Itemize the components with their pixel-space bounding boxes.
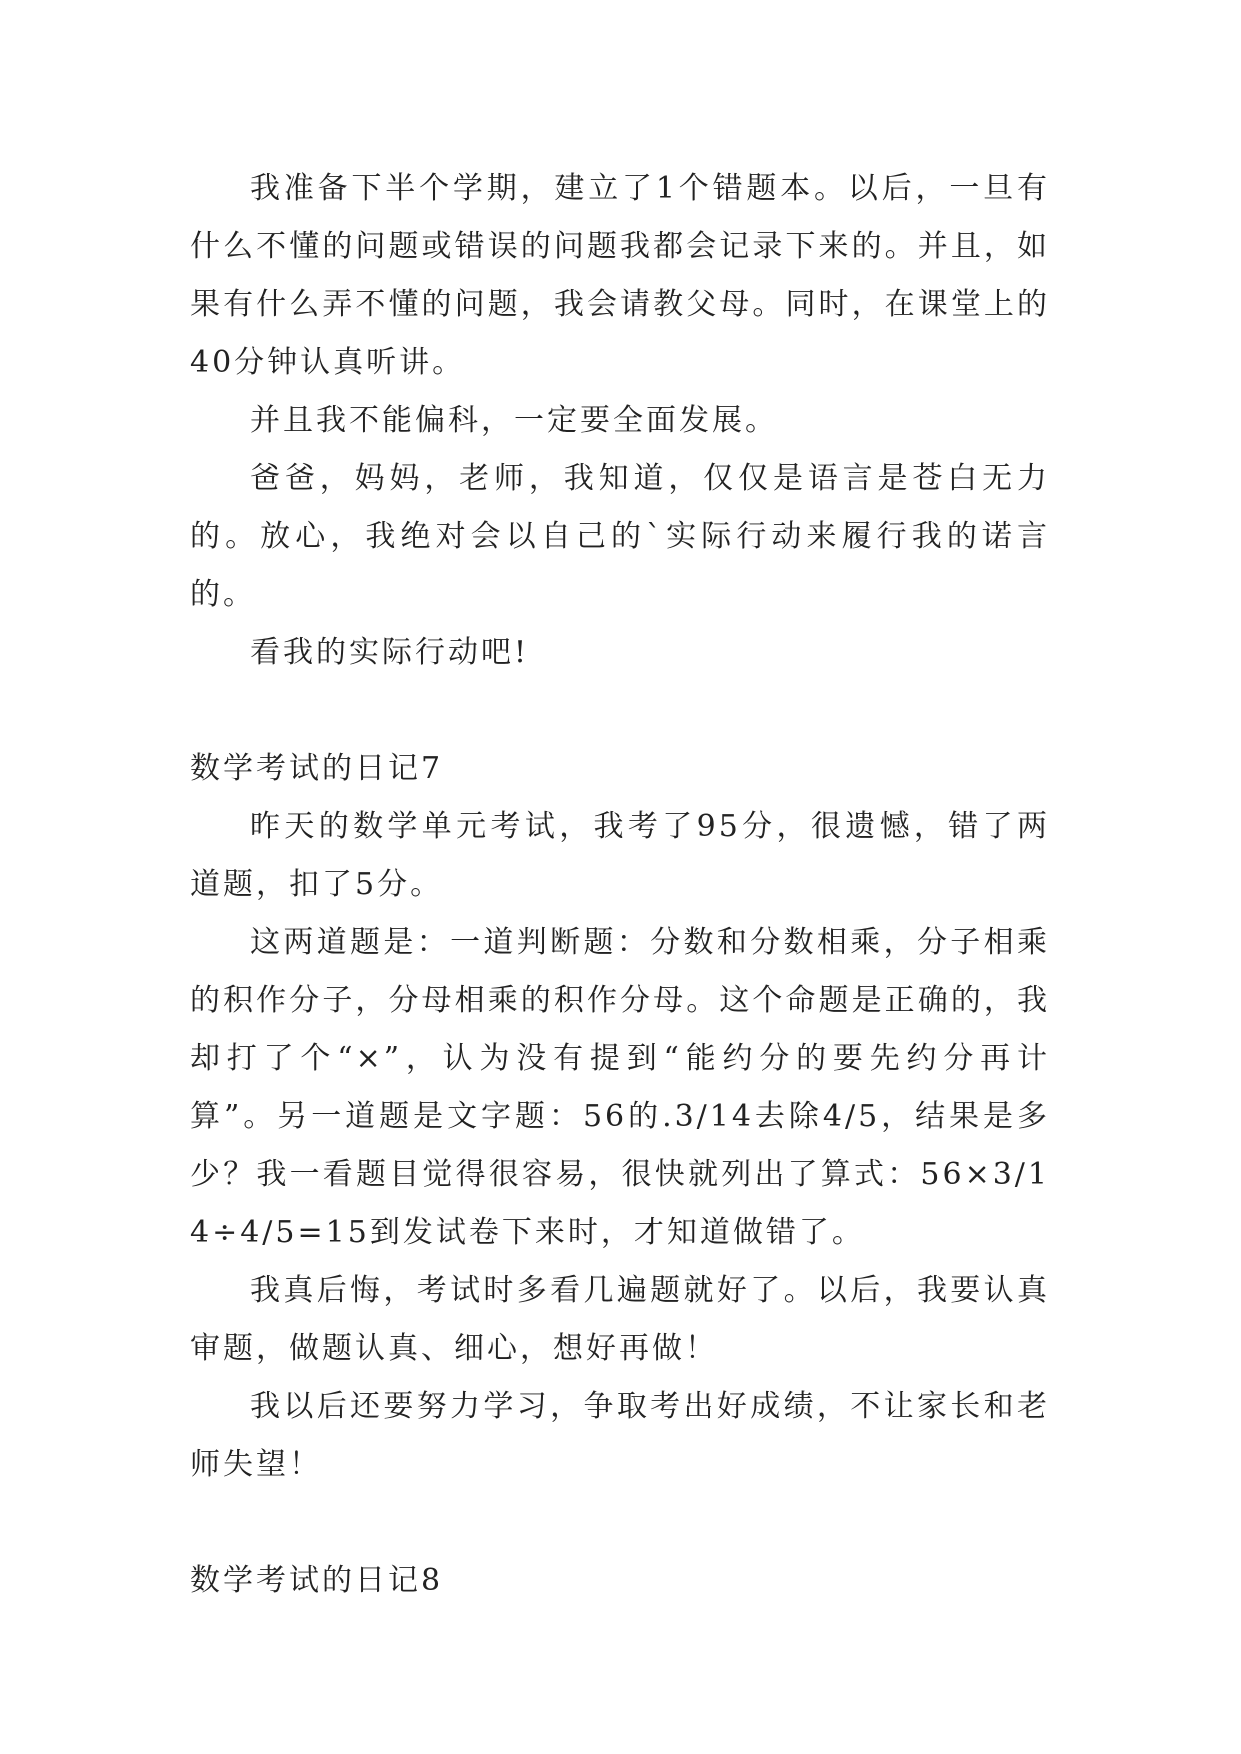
paragraph-promise: 爸爸，妈妈，老师，我知道，仅仅是语言是苍白无力的。放心，我绝对会以自己的`实际行动来履行我的诺言的。 <box>190 461 1050 612</box>
section-spacer <box>190 1494 1050 1552</box>
diary7-paragraph-score: 昨天的数学单元考试，我考了95分，很遗憾，错了两道题，扣了5分。 <box>190 809 1050 902</box>
diary7-paragraph-regret: 我真后悔，考试时多看几遍题就好了。以后，我要认真审题，做题认真、细心，想好再做！ <box>190 1273 1050 1366</box>
diary7-paragraph-resolve: 我以后还要努力学习，争取考出好成绩，不让家长和老师失望！ <box>190 1389 1050 1482</box>
section-spacer <box>190 682 1050 740</box>
diary7-title: 数学考试的日记7 <box>190 751 444 786</box>
document-page <box>190 160 1050 1610</box>
diary8-title: 数学考试的日记8 <box>190 1563 444 1598</box>
diary7-paragraph-mistakes: 这两道题是：一道判断题：分数和分数相乘，分子相乘的积作分子，分母相乘的积作分母。这个命题是正确的，我却打了个“×”，认为没有提到“能约分的要先约分再计算”。另一道题是文字题：56的.3/14去除4/5，结果是多少？我一看题目觉得很容易，很快就列出了算式：56×3/14÷4/5=15到发试卷下来时，才知道做错了。 <box>190 925 1050 1250</box>
paragraph-action: 看我的实际行动吧! <box>250 635 530 670</box>
paragraph-error-notebook: 我准备下半个学期，建立了1个错题本。以后，一旦有什么不懂的问题或错误的问题我都会记录下来的。并且，如果有什么弄不懂的问题，我会请教父母。同时，在课堂上的40分钟认真听讲。 <box>190 171 1050 380</box>
paragraph-no-partiality: 并且我不能偏科，一定要全面发展。 <box>250 403 778 438</box>
